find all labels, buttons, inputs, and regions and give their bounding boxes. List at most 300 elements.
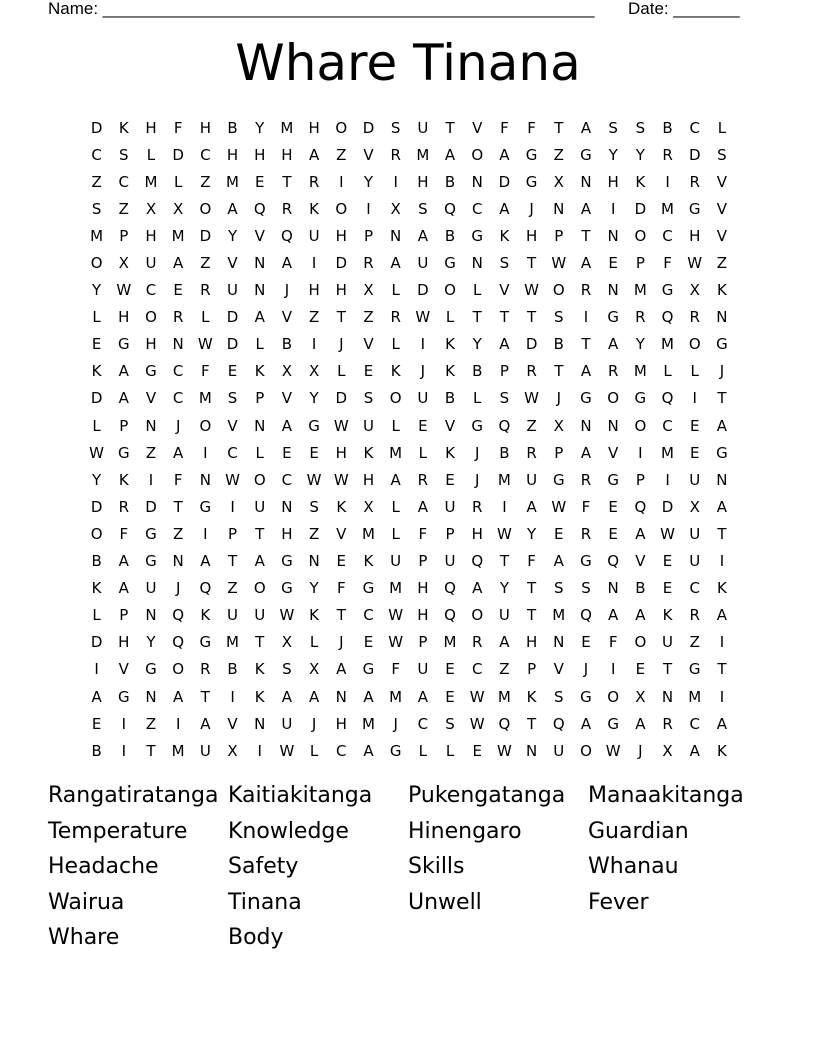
grid-letter: P [119,416,129,435]
grid-letter: K [200,606,211,625]
grid-letter: S [499,254,510,273]
grid-letter: G [607,714,619,733]
grid-letter: F [173,118,183,137]
grid-letter: G [308,416,320,435]
grid-letter: D [90,633,103,652]
grid-letter: A [689,741,700,760]
grid-letter: F [581,497,591,516]
grid-letter: I [203,524,208,543]
grid-letter: I [638,443,643,462]
grid-letter: Y [635,145,645,164]
grid-letter: D [335,254,348,273]
grid-letter: T [472,308,482,327]
grid-letter: X [662,741,673,760]
grid-letter: T [527,606,537,625]
grid-letter: B [91,552,102,571]
grid-letter: W [116,281,132,300]
grid-letter: T [527,714,537,733]
grid-letter: A [580,714,592,733]
grid-letter: J [311,714,317,733]
word-list-item: Kaitiakitanga [228,783,373,809]
grid-letter: N [281,497,293,516]
grid-letter: A [118,362,129,381]
grid-letter: L [255,335,264,354]
grid-letter: H [308,118,320,137]
grid-letter: N [145,687,157,706]
grid-letter: A [281,416,293,435]
grid-letter: T [581,226,591,245]
grid-letter: L [146,145,156,164]
grid-letter: L [391,281,400,300]
grid-letter: G [525,145,538,164]
grid-letter: J [339,633,344,652]
grid-letter: M [144,172,158,191]
grid-letter: N [716,308,728,327]
grid-letter: A [499,145,510,164]
grid-letter: Z [499,660,510,679]
grid-letter: G [145,362,157,381]
grid-letter: G [688,199,701,218]
grid-letter: K [336,497,347,516]
grid-letter: F [418,524,428,543]
grid-letter: A [635,714,646,733]
grid-letter: H [335,443,347,462]
grid-letter: T [499,308,509,327]
grid-letter: A [580,362,592,381]
grid-letter: Z [118,199,129,218]
grid-letter: T [336,308,346,327]
grid-letter: Q [471,552,484,571]
grid-letter: N [553,199,565,218]
grid-letter: W [306,470,322,489]
grid-letter: Q [444,579,456,598]
grid-letter: Q [172,633,185,652]
grid-letter: E [445,470,455,489]
grid-letter: G [634,389,647,408]
grid-letter: U [444,552,456,571]
grid-letter: G [580,389,592,408]
grid-letter: A [118,389,129,408]
grid-letter: B [553,335,564,354]
grid-letter: D [145,497,157,516]
grid-letter: E [472,741,482,760]
grid-letter: A [118,552,129,571]
grid-letter: L [92,606,101,625]
grid-letter: V [363,145,374,164]
grid-letter: U [662,633,674,652]
grid-letter: M [226,172,239,191]
grid-letter: A [363,741,374,760]
grid-letter: I [230,687,235,706]
grid-letter: G [281,579,293,598]
grid-letter: N [254,714,266,733]
grid-letter: A [716,497,728,516]
grid-letter: D [688,145,701,164]
grid-letter: T [581,335,591,354]
grid-letter: M [389,443,403,462]
grid-letter: I [665,172,670,191]
grid-letter: M [416,145,430,164]
word-list-item: Body [228,925,284,951]
grid-letter: A [580,118,592,137]
grid-letter: F [663,254,672,273]
word-list-item: Pukengatanga [408,783,566,809]
grid-letter: V [635,552,646,571]
grid-letter: I [121,741,126,760]
grid-letter: Z [716,254,728,273]
grid-letter: S [282,660,292,679]
grid-letter: X [173,199,184,218]
grid-letter: V [716,226,728,245]
grid-letter: R [662,714,673,733]
grid-letter: Y [92,470,102,489]
grid-letter: O [688,335,701,354]
grid-letter: A [635,606,646,625]
grid-letter: Q [281,226,293,245]
grid-letter: R [363,254,374,273]
grid-letter: R [662,145,673,164]
grid-letter: M [198,389,212,408]
word-list-item: Headache [48,854,159,880]
grid-letter: S [608,118,618,137]
grid-letter: X [363,281,374,300]
grid-letter: A [417,226,428,245]
grid-letter: O [172,660,185,679]
grid-letter: T [499,552,509,571]
grid-letter: J [638,741,643,760]
grid-letter: I [148,470,154,489]
grid-letter: O [471,145,484,164]
grid-letter: C [227,443,238,462]
grid-letter: C [172,362,184,381]
grid-letter: U [689,470,701,489]
grid-letter: E [635,660,646,679]
grid-letter: N [607,281,619,300]
grid-letter: Z [91,172,102,191]
grid-letter: P [255,389,265,408]
grid-letter: X [363,497,374,516]
grid-letter: P [554,226,564,245]
grid-letter: X [553,416,564,435]
grid-letter: U [281,714,293,733]
grid-letter: T [662,660,673,679]
grid-letter: E [363,362,374,381]
grid-letter: V [472,118,483,137]
grid-letter: Z [526,416,537,435]
grid-letter: G [281,552,293,571]
grid-letter: W [496,524,512,543]
grid-letter: A [608,335,619,354]
grid-letter: X [308,660,320,679]
grid-letter: H [254,145,266,164]
grid-letter: D [90,389,103,408]
grid-letter: I [502,497,507,516]
grid-letter: E [554,524,564,543]
grid-letter: U [417,254,429,273]
grid-letter: C [200,145,211,164]
grid-letter: X [390,199,401,218]
grid-letter: N [145,416,157,435]
grid-letter: R [200,660,211,679]
grid-letter: G [688,660,701,679]
grid-letter: Y [146,633,156,652]
grid-letter: H [335,226,347,245]
grid-letter: P [119,226,129,245]
grid-letter: Q [634,497,647,516]
grid-letter: H [525,226,538,245]
grid-letter: U [145,254,157,273]
grid-letter: C [118,172,130,191]
grid-letter: P [635,470,645,489]
grid-letter: Q [498,416,511,435]
grid-letter: A [499,335,510,354]
grid-letter: K [91,362,102,381]
grid-letter: U [444,497,456,516]
grid-letter: H [118,308,130,327]
grid-letter: A [526,497,537,516]
grid-letter: J [420,362,426,381]
grid-letter: E [254,172,265,191]
grid-letter: C [281,470,293,489]
grid-letter: M [633,362,647,381]
grid-letter: D [525,335,538,354]
grid-letter: Q [552,714,565,733]
grid-letter: V [499,281,510,300]
word-list-item: Tinana [228,889,302,915]
grid-letter: X [227,741,238,760]
grid-letter: G [525,172,538,191]
grid-letter: M [171,741,185,760]
grid-letter: M [661,199,674,218]
grid-letter: Y [608,145,618,164]
grid-letter: R [308,172,320,191]
grid-letter: E [227,362,238,381]
grid-letter: H [525,633,538,652]
grid-letter: V [444,416,456,435]
grid-letter: C [662,416,673,435]
grid-letter: H [689,226,701,245]
grid-letter: P [418,633,428,652]
grid-letter: G [444,254,456,273]
grid-letter: K [118,470,129,489]
grid-letter: H [199,118,211,137]
grid-letter: H [226,145,239,164]
grid-letter: C [471,660,483,679]
grid-letter: A [173,687,184,706]
grid-letter: J [475,443,480,462]
grid-letter: M [389,687,403,706]
grid-letter: G [145,660,157,679]
grid-letter: K [445,335,455,354]
grid-letter: Y [527,524,537,543]
grid-letter: W [605,741,621,760]
grid-letter: T [200,687,210,706]
grid-letter: W [279,606,295,625]
grid-letter: O [580,741,592,760]
grid-letter: T [255,524,265,543]
grid-letter: N [607,416,619,435]
grid-letter: Z [308,524,320,543]
grid-letter: M [361,714,375,733]
grid-letter: S [581,579,591,598]
grid-letter: X [635,687,646,706]
grid-letter: Q [661,308,674,327]
grid-letter: N [580,172,592,191]
grid-letter: H [145,226,157,245]
grid-letter: A [308,145,320,164]
grid-letter: N [254,254,266,273]
grid-letter: A [281,687,293,706]
grid-letter: N [580,416,592,435]
grid-letter: H [335,714,347,733]
grid-letter: J [175,416,181,435]
grid-letter: Z [200,254,211,273]
grid-letter: Z [363,308,374,327]
grid-letter: V [336,524,347,543]
word-list [48,778,768,956]
grid-letter: T [554,118,564,137]
grid-letter: J [475,470,480,489]
grid-letter: L [418,741,428,760]
grid-letter: I [366,199,371,218]
grid-letter: Z [145,714,157,733]
grid-letter: R [172,308,184,327]
grid-letter: O [634,633,647,652]
grid-letter: A [635,524,646,543]
grid-letter: N [716,470,728,489]
grid-letter: K [445,443,455,462]
grid-letter: P [527,660,537,679]
grid-letter: U [417,389,429,408]
grid-letter: T [717,660,727,679]
grid-letter: I [583,308,589,327]
grid-letter: A [716,714,728,733]
grid-letter: K [254,362,265,381]
grid-letter: E [662,552,673,571]
grid-letter: T [554,362,564,381]
grid-letter: N [525,741,538,760]
grid-letter: L [418,443,428,462]
grid-letter: T [527,579,537,598]
grid-letter: V [145,389,157,408]
grid-letter: R [689,172,700,191]
grid-letter: A [499,199,510,218]
grid-letter: E [282,443,292,462]
grid-letter: Q [580,606,592,625]
grid-letter: E [662,579,673,598]
grid-letter: V [254,226,265,245]
grid-letter: I [311,335,317,354]
grid-letter: K [635,172,646,191]
grid-letter: L [92,308,101,327]
grid-letter: V [716,172,728,191]
grid-letter: K [309,606,320,625]
grid-letter: I [610,199,616,218]
grid-letter: T [146,741,156,760]
grid-letter: G [580,145,592,164]
grid-letter: L [445,308,455,327]
grid-letter: P [418,552,428,571]
grid-letter: N [471,172,483,191]
grid-letter: K [254,660,265,679]
grid-letter: I [230,497,235,516]
grid-letter: J [529,199,534,218]
grid-letter: L [309,633,319,652]
grid-letter: K [363,443,374,462]
grid-letter: Y [499,579,509,598]
grid-letter: I [257,741,262,760]
grid-letter: G [145,552,157,571]
word-list-item: Skills [408,854,465,880]
grid-letter: C [91,145,102,164]
word-list-item: Whare [48,925,120,951]
grid-letter: N [607,579,619,598]
grid-letter: S [91,199,102,218]
grid-letter: A [716,606,728,625]
grid-letter: K [499,226,510,245]
grid-letter: K [118,118,129,137]
grid-letter: W [469,714,485,733]
grid-letter: G [362,579,375,598]
grid-letter: O [90,254,103,273]
grid-letter: A [200,714,211,733]
grid-letter: B [499,443,510,462]
grid-letter: L [473,281,482,300]
grid-letter: D [498,172,511,191]
grid-letter: D [199,226,212,245]
grid-letter: L [391,335,400,354]
grid-letter: C [417,714,429,733]
grid-letter: S [554,579,564,598]
grid-letter: U [553,741,565,760]
grid-letter: H [417,172,429,191]
grid-letter: S [717,145,727,164]
grid-letter: A [308,687,320,706]
grid-letter: M [280,118,294,137]
grid-letter: X [689,281,700,300]
grid-letter: I [393,172,398,191]
grid-letter: F [527,118,536,137]
grid-letter: W [89,443,105,462]
grid-letter: V [227,714,238,733]
grid-letter: W [551,497,567,516]
grid-letter: U [689,552,701,571]
grid-letter: I [311,254,317,273]
grid-letter: O [335,199,348,218]
grid-letter: R [526,362,537,381]
grid-letter: W [687,254,703,273]
grid-letter: W [225,470,240,489]
grid-letter: N [145,606,157,625]
grid-letter: A [417,497,428,516]
grid-letter: R [689,308,700,327]
grid-letter: F [391,660,400,679]
grid-letter: Q [444,606,456,625]
grid-letter: W [388,606,404,625]
grid-letter: A [499,633,510,652]
grid-letter: E [689,443,700,462]
word-list-item: Hinengaro [408,818,522,844]
grid-letter: Y [309,579,319,598]
grid-letter: H [281,524,293,543]
word-list-item: Knowledge [228,818,349,844]
grid-letter: J [339,335,344,354]
grid-letter: H [145,118,157,137]
grid-letter: G [117,687,130,706]
word-list-item: Rangatiratanga [48,783,219,809]
grid-letter: P [635,254,645,273]
grid-letter: L [92,416,101,435]
